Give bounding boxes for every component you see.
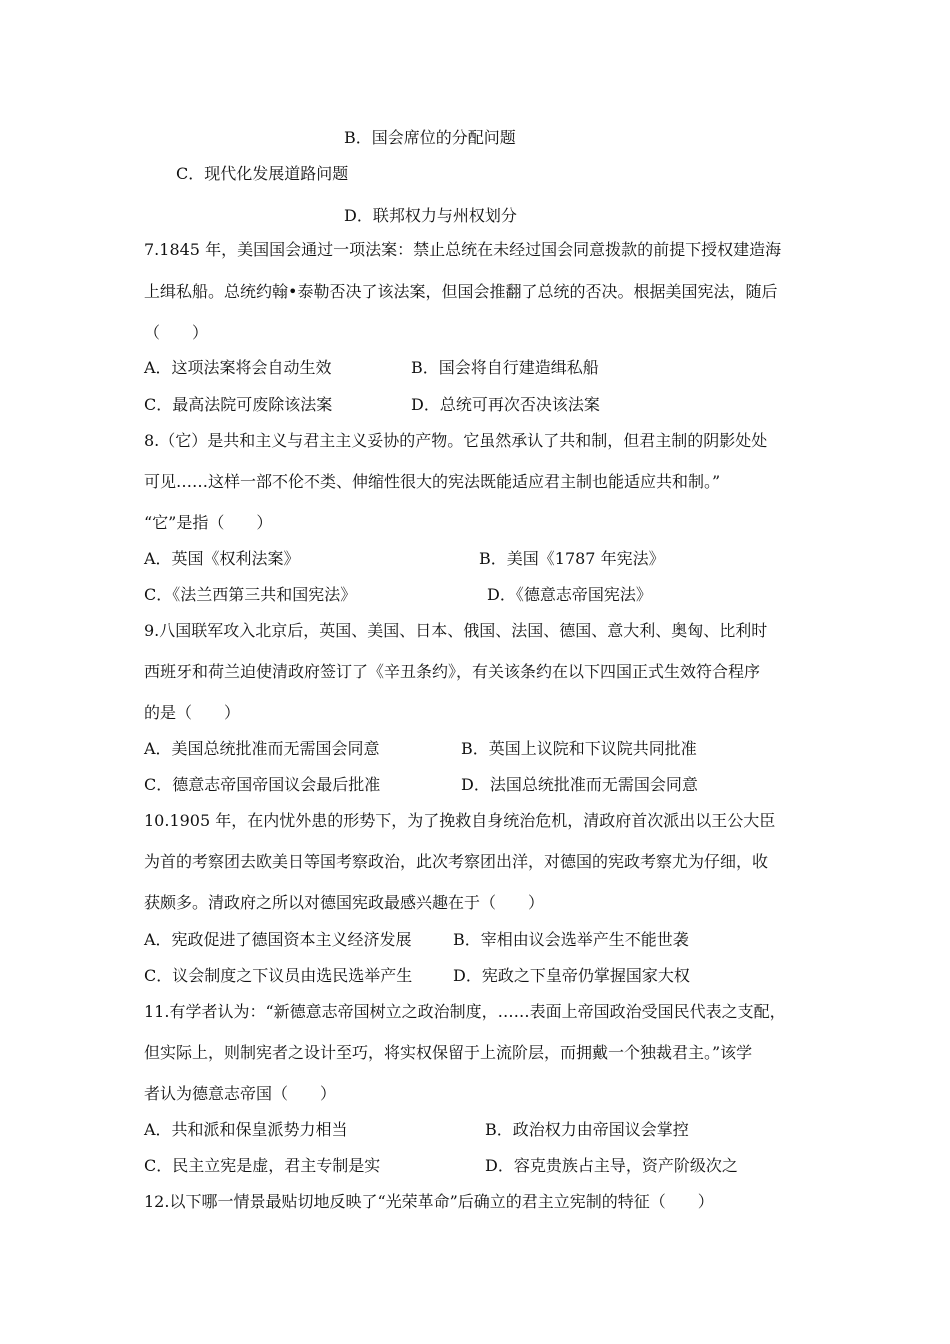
q10-stem-line-3: 获颇多。清政府之所以对德国宪政最感兴趣在于（ ） xyxy=(144,893,545,912)
q12-stem-line-1: 12.以下哪一情景最贴切地反映了“光荣革命”后确立的君主立宪制的特征（ ） xyxy=(144,1192,714,1211)
q11-option-c: C．民主立宪是虚，君主专制是实 xyxy=(144,1156,381,1175)
q9-stem-line-1: 9.八国联军攻入北京后，英国、美国、日本、俄国、法国、德国、意大利、奥匈、比利时 xyxy=(144,621,768,640)
q8-option-b: B．美国《1787 年宪法》 xyxy=(479,549,665,568)
q8-stem-line-1: 8.（它）是共和主义与君主主义妥协的产物。它虽然承认了共和制，但君主制的阴影处处 xyxy=(144,431,768,450)
q7-option-d: D．总统可再次否决该法案 xyxy=(411,395,600,414)
q11-stem-line-1: 11.有学者认为：“新德意志帝国树立之政治制度，……表面上帝国政治受国民代表之支配， xyxy=(144,1002,786,1021)
q10-stem-line-1: 10.1905 年，在内忧外患的形势下，为了挽救自身统治危机，清政府首次派出以王公大臣 xyxy=(144,811,776,830)
q6-option-b: B．国会席位的分配问题 xyxy=(344,128,516,147)
q8-option-d: D．《德意志帝国宪法》 xyxy=(487,585,652,604)
q7-option-a: A．这项法案将会自动生效 xyxy=(144,358,332,377)
q10-option-b: B．宰相由议会选举产生不能世袭 xyxy=(453,930,689,949)
q10-option-a: A．宪政促进了德国资本主义经济发展 xyxy=(144,930,412,949)
q10-option-c: C．议会制度之下议员由选民选举产生 xyxy=(144,966,413,985)
q7-stem-line-2: 上缉私船。总统约翰•泰勒否决了该法案，但国会推翻了总统的否决。根据美国宪法，随后 xyxy=(144,282,778,301)
q7-option-c: C．最高法院可废除该法案 xyxy=(144,395,333,414)
q7-option-b: B．国会将自行建造缉私船 xyxy=(411,358,599,377)
q10-stem-line-2: 为首的考察团去欧美日等国考察政治，此次考察团出洋，对德国的宪政考察尤为仔细，收 xyxy=(144,852,769,871)
q9-option-a: A．美国总统批准而无需国会同意 xyxy=(144,739,380,758)
q9-stem-line-3: 的是（ ） xyxy=(144,703,241,722)
q10-option-d: D．宪政之下皇帝仍掌握国家大权 xyxy=(453,966,690,985)
q7-stem-line-1: 7.1845 年，美国国会通过一项法案：禁止总统在未经过国会同意拨款的前提下授权建造海 xyxy=(144,240,782,259)
q9-option-b: B．英国上议院和下议院共同批准 xyxy=(461,739,697,758)
q9-option-d: D．法国总统批准而无需国会同意 xyxy=(461,775,698,794)
q11-option-b: B．政治权力由帝国议会掌控 xyxy=(485,1120,689,1139)
q6-option-d: D．联邦权力与州权划分 xyxy=(344,206,517,225)
q8-option-c: C．《法兰西第三共和国宪法》 xyxy=(144,585,357,604)
q9-stem-line-2: 西班牙和荷兰迫使清政府签订了《辛丑条约》，有关该条约在以下四国正式生效符合程序 xyxy=(144,662,761,681)
q11-stem-line-3: 者认为德意志帝国（ ） xyxy=(144,1084,337,1103)
q11-stem-line-2: 但实际上，则制宪者之设计至巧，将实权保留于上流阶层，而拥戴一个独裁君主。”该学 xyxy=(144,1043,753,1062)
q8-stem-line-2: 可见……这样一部不伦不类、伸缩性很大的宪法既能适应君主制也能适应共和制。” xyxy=(144,472,721,491)
q7-stem-line-3: （ ） xyxy=(144,323,209,342)
q8-option-a: A．英国《权利法案》 xyxy=(144,549,300,568)
q11-option-a: A．共和派和保皇派势力相当 xyxy=(144,1120,348,1139)
q6-option-c: C．现代化发展道路问题 xyxy=(176,164,349,183)
q11-option-d: D．容克贵族占主导，资产阶级次之 xyxy=(485,1156,738,1175)
q9-option-c: C．德意志帝国帝国议会最后批准 xyxy=(144,775,381,794)
q8-stem-line-3: “它”是指（ ） xyxy=(144,513,273,532)
